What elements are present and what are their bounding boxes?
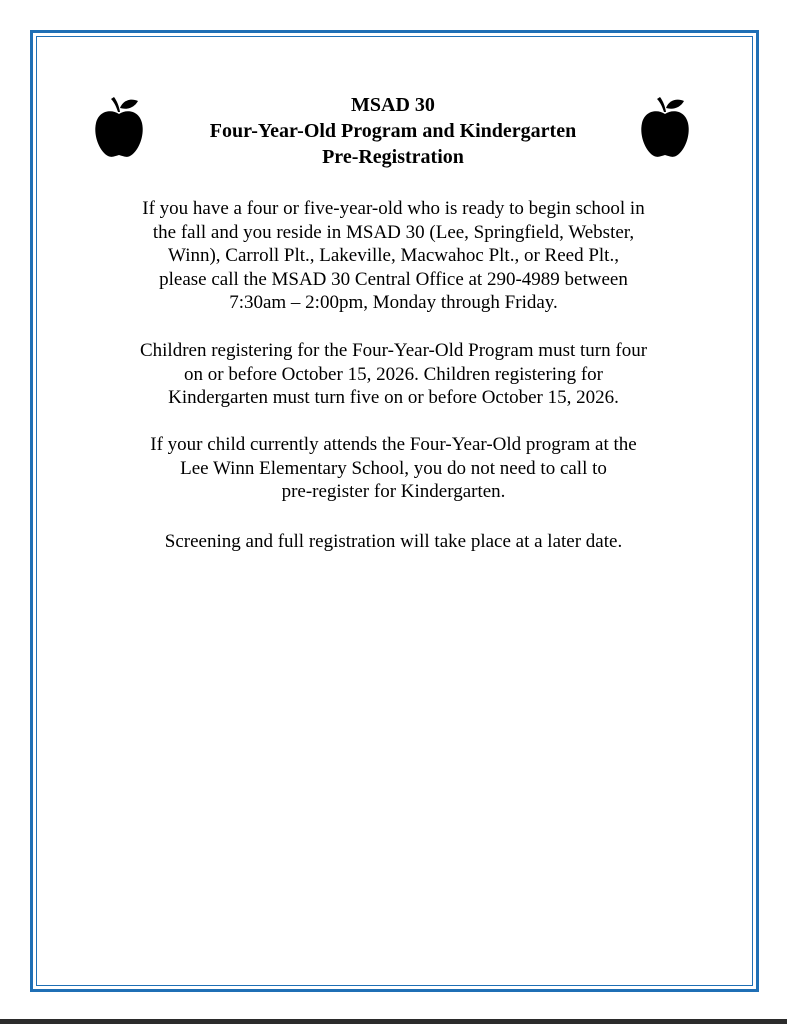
text-line: Children registering for the Four-Year-Old Program must turn four bbox=[139, 340, 648, 361]
text-line: Lee Winn Elementary School, you do not need to call to bbox=[180, 457, 607, 479]
text-line: Winn), Carroll Plt., Lakeville, Macwahoc Plt., or Reed Plt., bbox=[168, 245, 619, 266]
text-line: on or before October 15, 2026. Children registering for bbox=[184, 363, 603, 385]
text-line: please call the MSAD 30 Central Office at 290-4989 between bbox=[159, 268, 628, 290]
title-line: Pre-Registration bbox=[322, 146, 464, 168]
flyer-title bbox=[140, 92, 646, 170]
apple-icon bbox=[94, 96, 144, 158]
bottom-edge-bar bbox=[0, 1019, 787, 1024]
paragraph-current-students bbox=[80, 433, 707, 504]
paragraph-age-requirements bbox=[80, 339, 707, 410]
flyer-border-inner bbox=[36, 36, 753, 986]
text-line: the fall and you reside in MSAD 30 (Lee, Springfield, Webster, bbox=[152, 221, 635, 243]
apple-icon bbox=[640, 96, 690, 158]
title-line: MSAD 30 bbox=[351, 94, 435, 116]
text-line: 7:30am – 2:00pm, Monday through Friday. bbox=[229, 292, 558, 313]
paragraph-screening-note bbox=[80, 530, 707, 554]
title-line: Four-Year-Old Program and Kindergarten bbox=[209, 120, 577, 142]
text-line: If your child currently attends the Four-Year-Old program at the bbox=[150, 434, 637, 455]
paragraph-eligibility-contact bbox=[80, 197, 707, 315]
text-line: Screening and full registration will take place at a later date. bbox=[164, 531, 623, 552]
text-line: pre-register for Kindergarten. bbox=[281, 481, 506, 502]
text-line: If you have a four or five-year-old who is ready to begin school in bbox=[142, 198, 645, 219]
text-line: Kindergarten must turn five on or before October 15, 2026. bbox=[168, 387, 619, 408]
